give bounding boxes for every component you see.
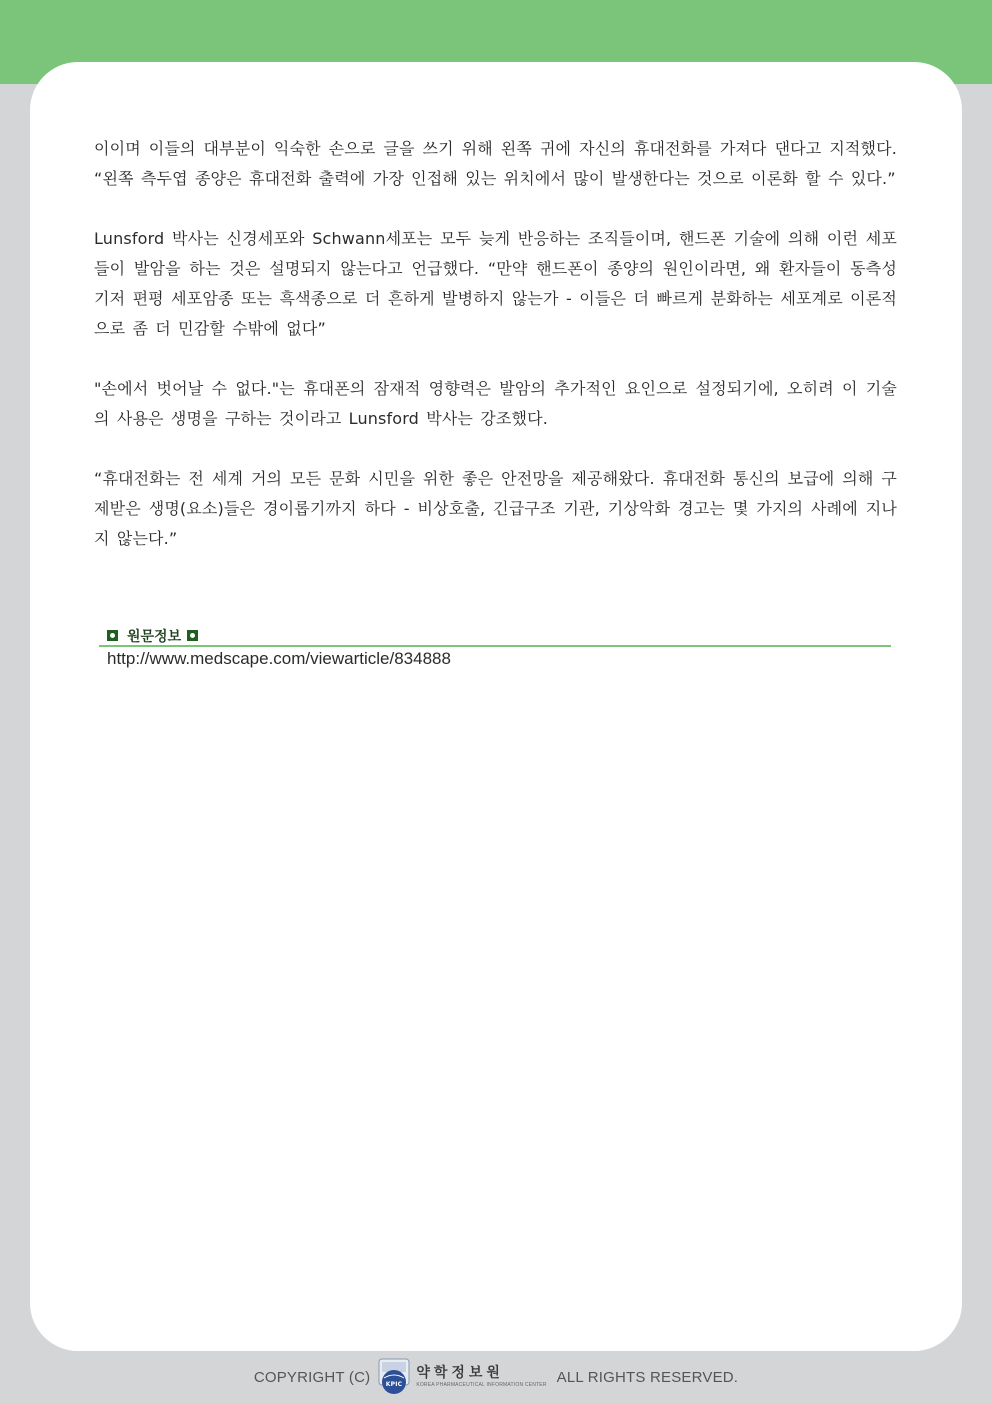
kpic-korean-name: 약학정보원 [416,1365,504,1381]
article-paragraph-1: 이이며 이들의 대부분이 익숙한 손으로 글을 쓰기 위해 왼쪽 귀에 자신의 휴대전화를 가져다 댄다고 지적했다. “왼쪽 측두엽 종양은 휴대전화 출력에 가장 인접해 있는 위치에서 많이 발생한다는 것으로 이론화 할 수 있다.” [94,139,897,188]
source-info-header [99,626,891,647]
article-body [94,134,897,584]
source-url-link[interactable]: http://www.medscape.com/viewarticle/834888 [107,649,451,668]
kpic-logo-text [416,1365,546,1389]
kpic-logo [378,1358,546,1396]
copyright-text: COPYRIGHT (C) [253,1368,371,1386]
kpic-emblem-text: KPIC [386,1381,403,1388]
square-bullet-icon [107,630,118,641]
source-info-section [99,626,891,669]
source-info-title: 원문정보 [127,628,182,645]
article-paragraph-4: “휴대전화는 전 세계 거의 모든 문화 시민을 위한 좋은 안전망을 제공해왔다. 휴대전화 통신의 보급에 의해 구제받은 생명(요소)들은 경이롭기까지 하다 - 비상호출, 긴급구조 기관, 기상악화 경고는 몇 가지의 사례에 지나지 않는다.” [94,469,897,548]
kpic-emblem-icon [378,1358,410,1396]
kpic-english-name: KOREA PHARMACEUTICAL INFORMATION CENTER [416,1382,547,1388]
rights-text: ALL RIGHTS RESERVED. [556,1368,739,1386]
article-paragraph-3: "손에서 벗어날 수 없다."는 휴대폰의 잠재적 영향력은 발암의 추가적인 요인으로 설정되기에, 오히려 이 기술의 사용은 생명을 구하는 것이라고 Lunsford 박사는 강조했다. [94,379,897,428]
article-paragraph-2: Lunsford 박사는 신경세포와 Schwann세포는 모두 늦게 반응하는 조직들이며, 핸드폰 기술에 의해 이런 세포들이 발암을 하는 것은 설명되지 않는다고 언급했다. “만약 핸드폰이 종양의 원인이라면, 왜 환자들이 동측성 기저 편평 세포암종 또는 흑색종으로 더 흔하게 발병하지 않는가 - 이들은 더 빠르게 분화하는 세포계로 이론적으로 좀 더 민감할 수밖에 없다” [94,229,897,338]
footer [0,1357,992,1397]
square-bullet-icon [187,630,198,641]
